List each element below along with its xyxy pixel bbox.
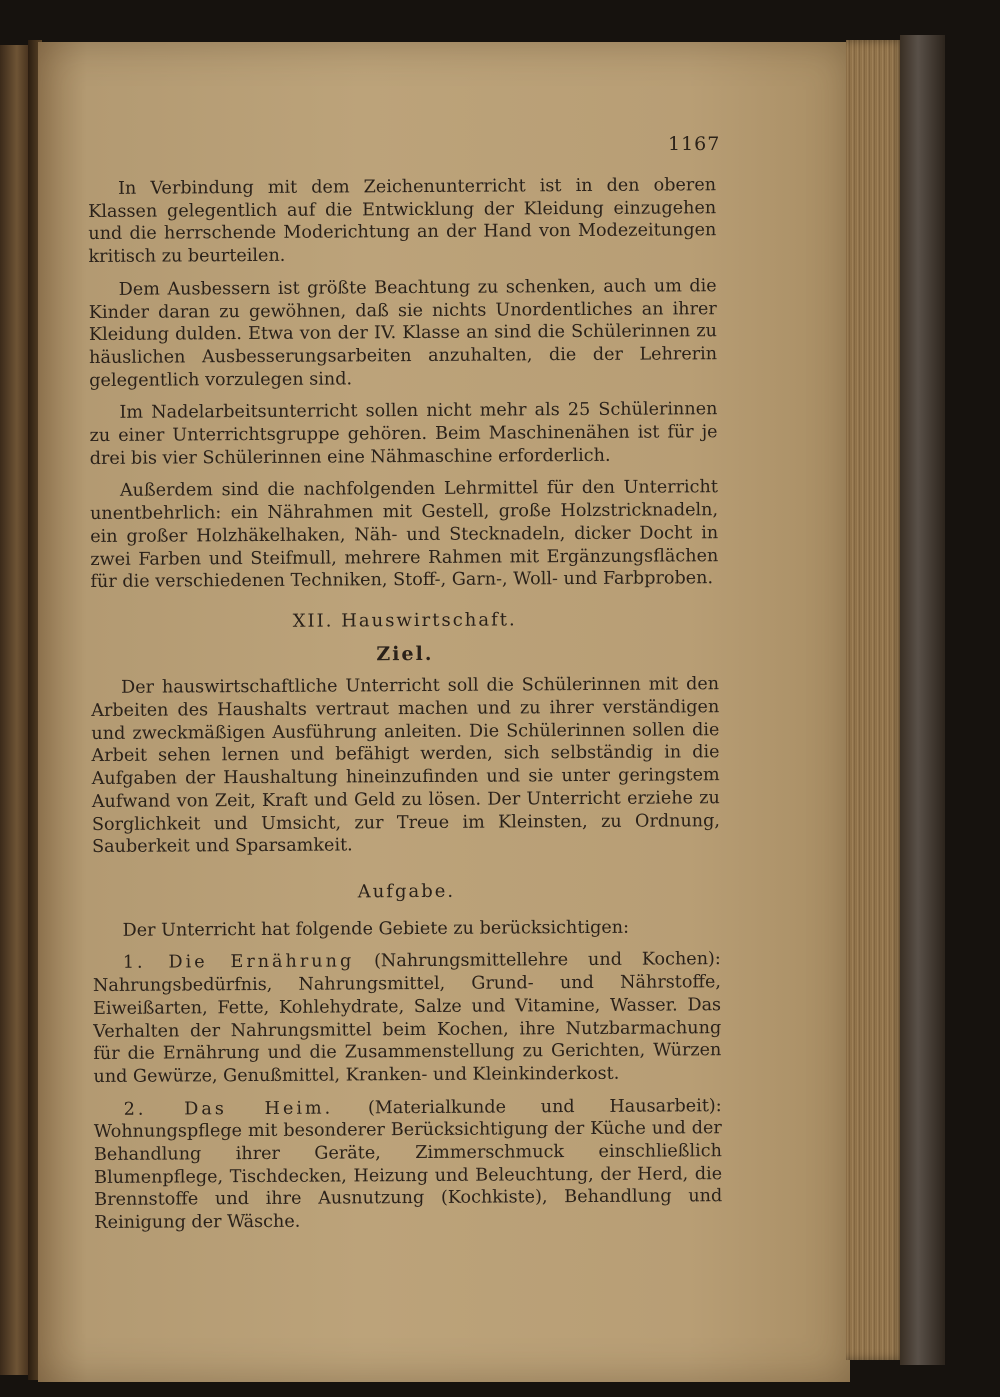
list-item-ernaehrung (93, 949, 722, 1089)
paragraph-mending: Dem Ausbessern ist größte Beachtung zu schenken, auch um die Kinder daran zu gewöhnen, daß sie nichts Unordentliches an ihrer Kleidung dulden. Etwa von der IV. Klasse an sind die Schülerinnen zu häuslichen Ausbesserungsarbeiten anzuhalten, die der Lehrerin gelegentlich vorzulegen sind. (88, 275, 718, 391)
aufgabe-intro: Der Unterricht hat folgende Gebiete zu berücksichtigen: (122, 917, 630, 941)
item-text-ernaehrung: (Nahrungsmittellehre und Kochen): Nahrungsbedürfnis, Nahrungsmittel, Grund- und Nährstoffe, Eiweißarten, Fette, Kohlehydrate, Salze und Vitamine, Wasser. Das Verhalten der Nahrungsmittel beim Kochen, ihre Nutzbarmachung für die Ernährung und die Zusammenstellung zu Gerichten, Würzen und Gewürze, Genußmittel, Kranken- und Kleinkinderkost. (92, 949, 722, 1087)
paragraph-teaching-aids: Außerdem sind die nachfolgenden Lehrmittel für den Unterricht unentbehrlich: ein Nährahmen mit Gestell, große Holzstricknadeln, ein großer Holzhäkelhaken, Näh- und Stecknadeln, dicker Docht in zwei Farben und Steifmull, mehrere Rahmen mit Ergänzungsflächen für die verschiedenen Techniken, Stoff-, Garn-, Woll- und Farbproben. (89, 477, 719, 593)
left-page-edge (0, 45, 28, 1375)
ziel-heading: Ziel. (376, 642, 434, 665)
paragraph-group-size: Im Nadelarbeitsunterricht sollen nicht mehr als 25 Schülerinnen zu einer Unterrichtsgruppe gehören. Beim Maschinenähen ist für je drei bis vier Schülerinnen eine Nähmaschine erforderlich. (89, 399, 718, 469)
item-text-heim: (Materialkunde und Hausarbeit): Wohnungspflege mit besonderer Berücksichtigung der Küche und der Behandlung ihrer Geräte, Zimmerschmuck einschließlich Blumenpflege, Tischdecken, Heizung und Beleuchtung, der Herd, die Brennstoffe und ihre Ausnutzung (Kochkiste), Behandlung und Reinigung der Wäsche. (93, 1095, 723, 1234)
ziel-paragraph: Der hauswirtschaftliche Unterricht soll die Schülerinnen mit den Arbeiten des Haushalts vertraut machen und zu ihrer verständigen und zweckmäßigen Ausführung anleiten. Die Schülerinnen sollen die Arbeit sehen lernen und befähigt werden, sich selbständig in die Aufgaben der Haushaltung hineinzufinden und sie unter geringstem Aufwand von Zeit, Kraft und Geld zu lösen. Der Unterricht erziehe zu Sorglichkeit und Umsicht, zur Treue im Kleinsten, zu Ordnung, Sauberkeit und Sparsamkeit. (91, 674, 720, 858)
paragraph-drawing: In Verbindung mit dem Zeichenunterricht ist in den oberen Klassen gelegentlich auf die Entwicklung der Kleidung einzugehen und die herrschende Moderichtung an der Hand von Modezeitungen kritisch zu beurteilen. (88, 175, 717, 268)
page-number: 1167 (668, 133, 721, 155)
page-text (88, 174, 723, 1245)
item-label-ernaehrung: 1. Die Ernährung (122, 951, 355, 974)
page-stack-edge (846, 40, 906, 1360)
list-item-heim (94, 1095, 723, 1235)
aufgabe-heading: Aufgabe. (357, 880, 456, 903)
section-heading: XII. Hauswirtschaft. (292, 609, 517, 632)
item-label-heim: 2. Das Heim. (123, 1098, 334, 1120)
cover-edge (900, 35, 945, 1365)
